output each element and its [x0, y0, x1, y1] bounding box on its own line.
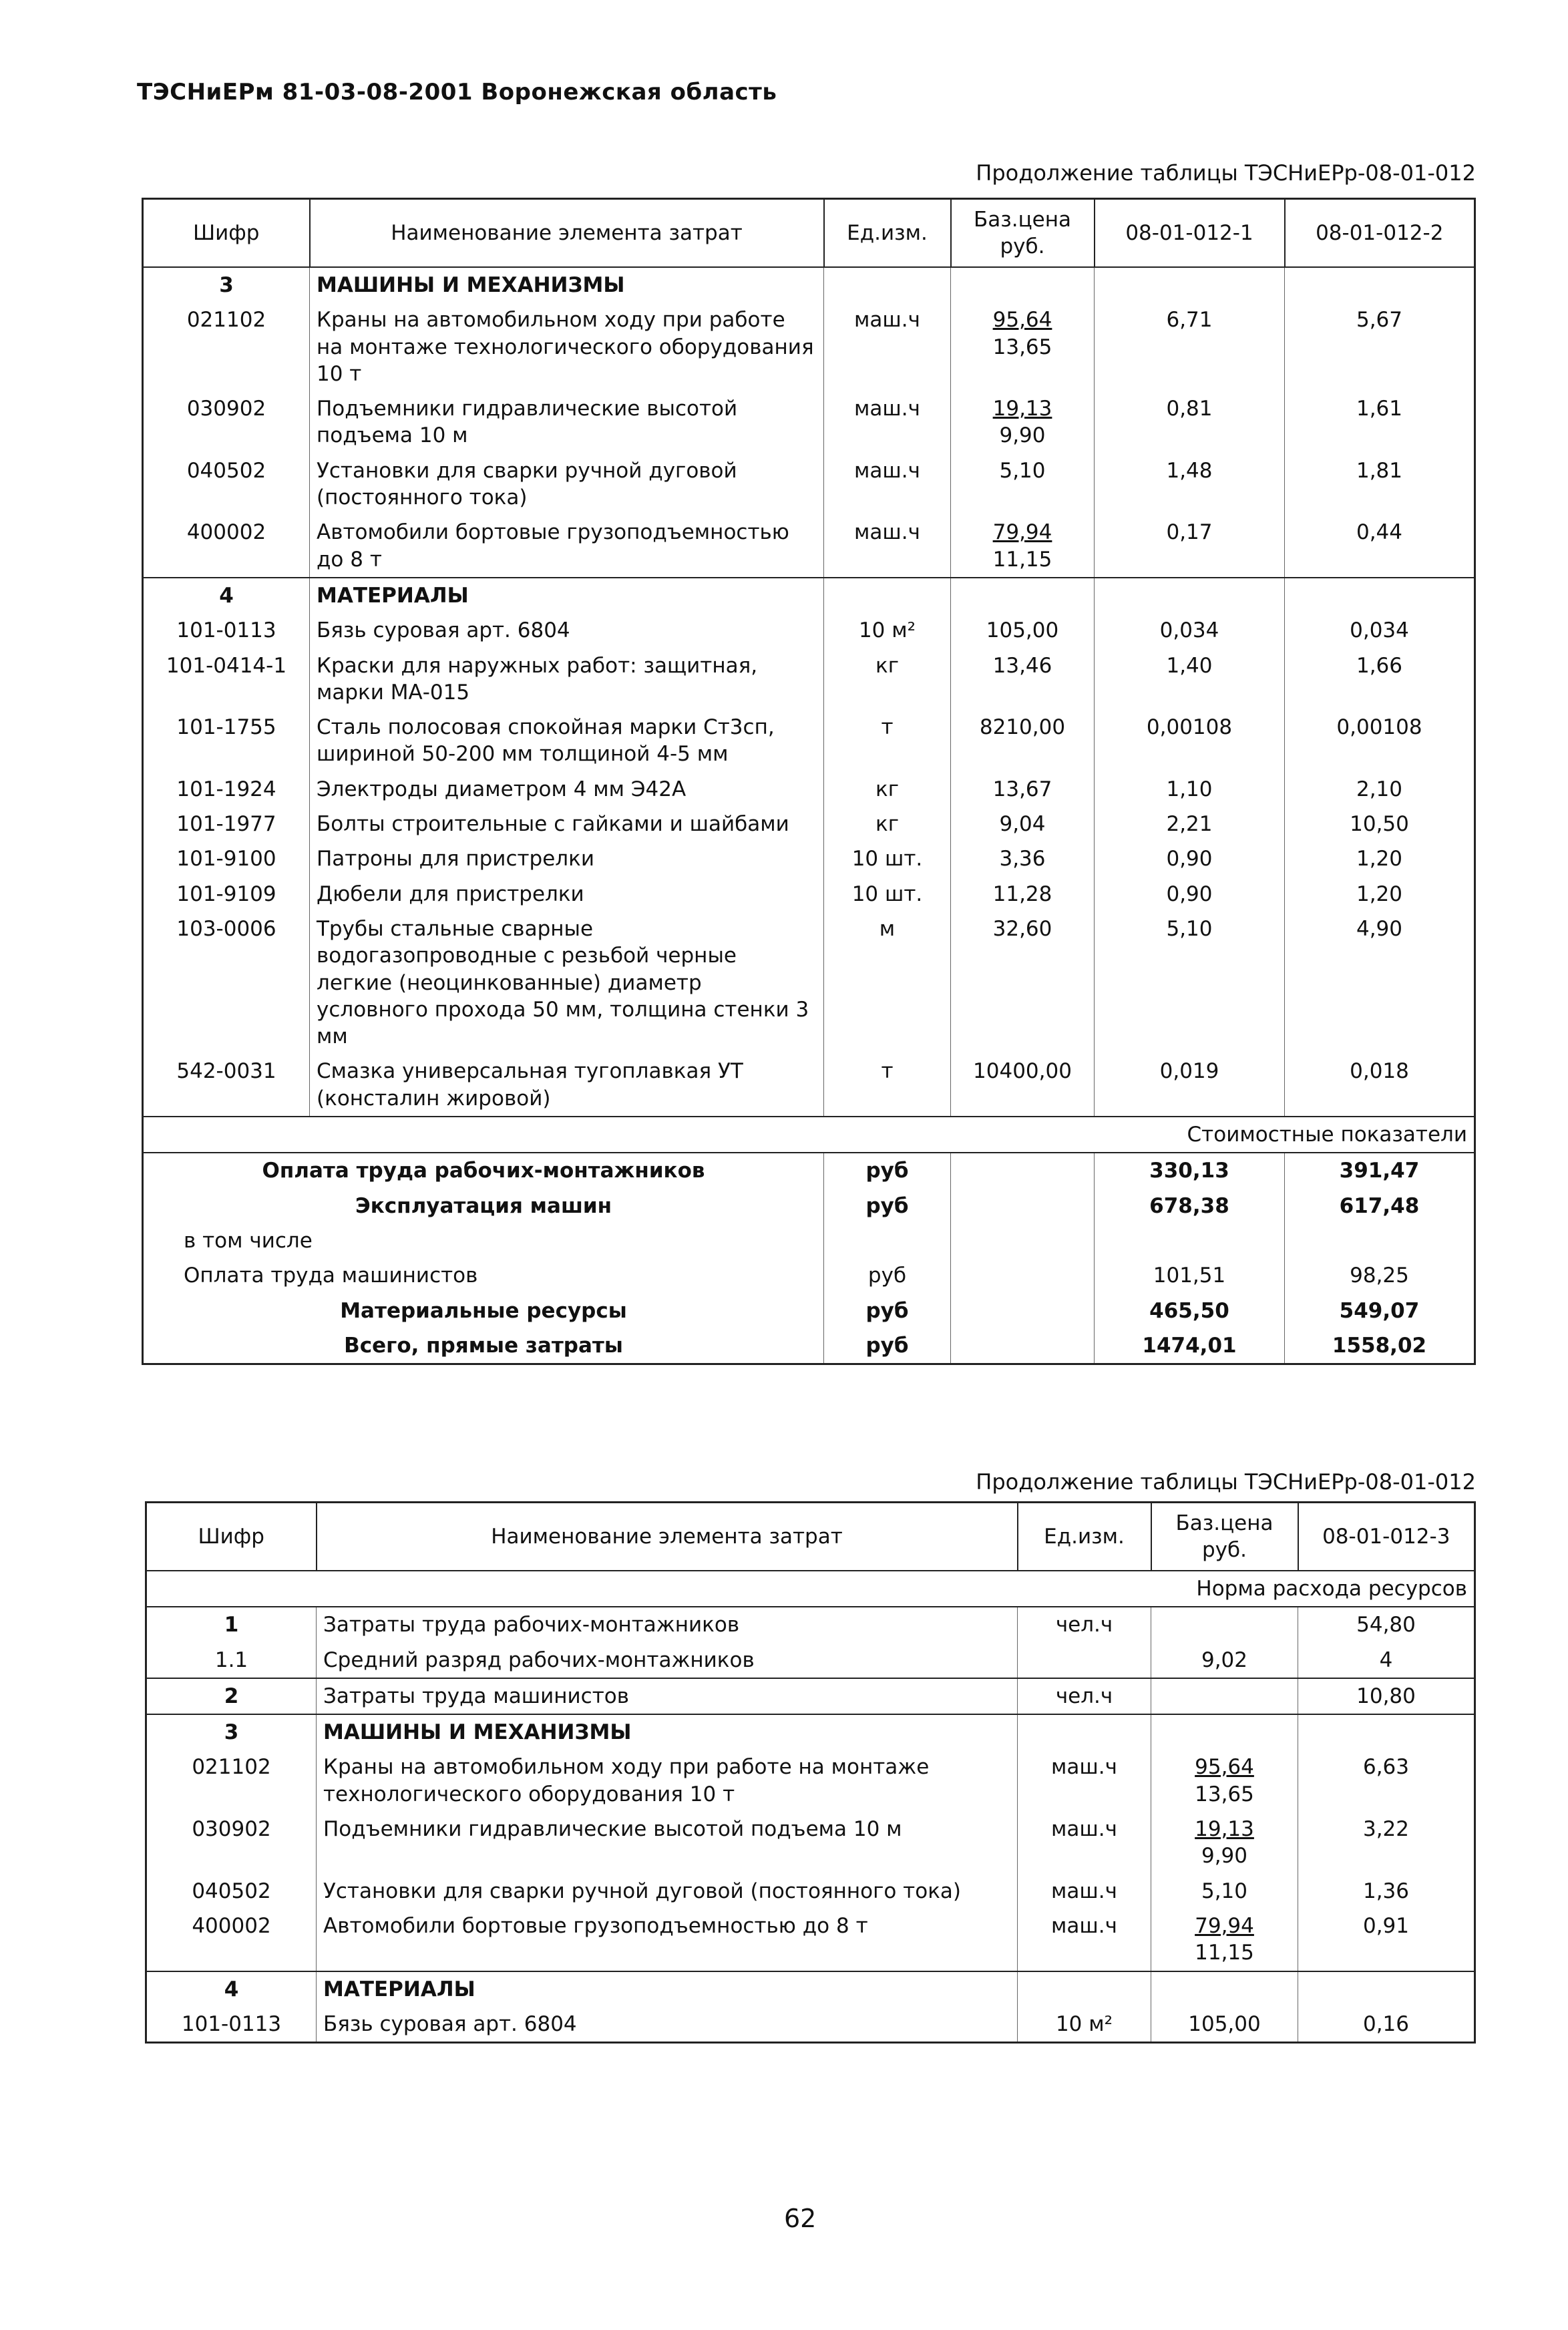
row-unit: чел.ч — [1018, 1607, 1151, 1642]
section-code: 4 — [146, 1971, 317, 2007]
row-unit: 10 м² — [824, 613, 951, 648]
summary-row — [143, 1328, 1475, 1364]
row-name: Краны на автомобильном ходу при работе на монтаже технологического оборудования 10 т — [310, 303, 824, 391]
row-value-1: 0,90 — [1095, 841, 1285, 876]
row-value: 6,63 — [1298, 1750, 1475, 1812]
col-header-name: Наименование элемента затрат — [310, 199, 824, 268]
table-row — [146, 1750, 1475, 1812]
row-price: 13,67 — [951, 772, 1095, 807]
row-code: 101-0113 — [181, 2011, 282, 2036]
row-value-1: 0,90 — [1095, 877, 1285, 912]
table1-section-materials — [143, 578, 1475, 613]
summary-value-2: 617,48 — [1285, 1189, 1475, 1223]
row-unit: кг — [824, 807, 951, 841]
summary-label: Материальные ресурсы — [340, 1298, 627, 1323]
table-row — [143, 912, 1475, 1054]
row-name: Установки для сварки ручной дуговой (постоянного тока) — [310, 453, 824, 516]
table-row — [143, 1054, 1475, 1117]
row-price: 11,28 — [951, 877, 1095, 912]
row-value-1: 0,81 — [1095, 391, 1285, 453]
row-price: 13,46 — [951, 648, 1095, 711]
summary-unit: руб — [824, 1258, 951, 1293]
row-value-2: 10,50 — [1285, 807, 1475, 841]
table2 — [145, 1501, 1476, 2044]
section-title: МАШИНЫ И МЕХАНИЗМЫ — [317, 1714, 1018, 1750]
col-header-code: Шифр — [143, 199, 310, 268]
row-value-1: 0,019 — [1095, 1054, 1285, 1117]
row-name: Бязь суровая арт. 6804 — [310, 613, 824, 648]
row-value-2: 0,018 — [1285, 1054, 1475, 1117]
row-name: Автомобили бортовые грузоподъемностью до 8 т — [310, 515, 824, 578]
row-price — [951, 303, 1095, 391]
table-row — [143, 453, 1475, 516]
row-unit: т — [824, 710, 951, 772]
row-unit: 10 м² — [1018, 2007, 1151, 2043]
row-code: 030902 — [192, 1817, 271, 1842]
table-row — [143, 613, 1475, 648]
row-price: 32,60 — [951, 912, 1095, 1054]
summary-value-1: 101,51 — [1095, 1258, 1285, 1293]
row-unit: маш.ч — [1018, 1874, 1151, 1909]
price-wage-value: 9,90 — [1201, 1844, 1248, 1869]
row-name: Краски для наружных работ: защитная, марки МА-015 — [310, 648, 824, 711]
col-header-unit: Ед.изм. — [1018, 1503, 1151, 1571]
row-value-1: 0,00108 — [1095, 710, 1285, 772]
row-unit: 10 шт. — [824, 841, 951, 876]
row-value-2: 0,44 — [1285, 515, 1475, 578]
table-row — [146, 1812, 1475, 1874]
cost-indicators-caption: Стоимостные показатели — [143, 1117, 1475, 1153]
row-code: 021102 — [186, 308, 266, 333]
col-header-rate-1: 08-01-012-1 — [1095, 199, 1285, 268]
row-name: Трубы стальные сварные водогазопроводные с резьбой черные легкие (неоцинкованные) диаметр условного прохода 50 мм, толщина стенки 3 мм — [310, 912, 824, 1054]
row-unit: маш.ч — [824, 303, 951, 391]
table-row — [143, 648, 1475, 711]
row-unit: 10 шт. — [824, 877, 951, 912]
price-wage-value: 11,15 — [1195, 1941, 1254, 1965]
summary-value-2: 1558,02 — [1285, 1328, 1475, 1364]
table-row — [143, 807, 1475, 841]
row-code: 542-0031 — [176, 1059, 276, 1084]
row-name: Электроды диаметром 4 мм Э42А — [310, 772, 824, 807]
summary-value-1: 1474,01 — [1095, 1328, 1285, 1364]
row-price: 105,00 — [951, 613, 1095, 648]
row-code: 101-1924 — [176, 777, 276, 801]
row-value: 4 — [1298, 1643, 1475, 1678]
row-price: 9,04 — [951, 807, 1095, 841]
row-value: 0,91 — [1298, 1909, 1475, 1971]
section-code: 3 — [143, 267, 310, 303]
row-unit — [1018, 1643, 1151, 1678]
row-unit: маш.ч — [824, 515, 951, 578]
row-code: 101-1755 — [176, 715, 276, 740]
row-name: Затраты труда машинистов — [317, 1678, 1018, 1714]
row-price: 3,36 — [951, 841, 1095, 876]
row-unit: маш.ч — [824, 391, 951, 453]
row-value-1: 1,48 — [1095, 453, 1285, 516]
row-price: 10400,00 — [951, 1054, 1095, 1117]
row-name: Установки для сварки ручной дуговой (постоянного тока) — [317, 1874, 1018, 1909]
row-value-1: 2,21 — [1095, 807, 1285, 841]
row-price — [1151, 1812, 1298, 1874]
row-name: Сталь полосовая спокойная марки Ст3сп, шириной 50-200 мм толщиной 4-5 мм — [310, 710, 824, 772]
price-value: 79,94 — [992, 520, 1052, 545]
row-value: 10,80 — [1298, 1678, 1475, 1714]
norm-caption-row — [146, 1571, 1475, 1607]
row-value-1: 1,10 — [1095, 772, 1285, 807]
table1-caption: Продолжение таблицы ТЭСНиЕРр-08-01-012 — [976, 160, 1476, 186]
summary-value-2: 391,47 — [1285, 1153, 1475, 1188]
row-price — [1151, 1909, 1298, 1971]
table-row — [143, 772, 1475, 807]
price-value: 95,64 — [1195, 1755, 1254, 1780]
row-value-2: 5,67 — [1285, 303, 1475, 391]
row-price — [951, 515, 1095, 578]
row-value-2: 4,90 — [1285, 912, 1475, 1054]
summary-label: Эксплуатация машин — [355, 1193, 612, 1218]
row-unit: маш.ч — [1018, 1750, 1151, 1812]
row-code: 101-0113 — [176, 618, 276, 643]
page-number: 62 — [784, 2204, 817, 2233]
row-code: 101-1977 — [176, 812, 276, 837]
table1-header-row — [143, 199, 1475, 268]
row-value: 0,16 — [1298, 2007, 1475, 2043]
col-header-name: Наименование элемента затрат — [317, 1503, 1018, 1571]
summary-value-1: 465,50 — [1095, 1294, 1285, 1328]
norm-caption: Норма расхода ресурсов — [146, 1571, 1475, 1607]
price-value: 19,13 — [1195, 1817, 1254, 1842]
table-row — [143, 303, 1475, 391]
row-code: 101-9100 — [176, 847, 276, 871]
col-header-unit: Ед.изм. — [824, 199, 951, 268]
summary-unit: руб — [824, 1294, 951, 1328]
row-name: Болты строительные с гайками и шайбами — [310, 807, 824, 841]
row-name: Патроны для пристрелки — [310, 841, 824, 876]
row-code: 040502 — [186, 458, 266, 483]
row-unit: м — [824, 912, 951, 1054]
row-price — [951, 453, 1095, 516]
price-value: 79,94 — [1195, 1913, 1254, 1938]
row-code: 040502 — [192, 1879, 271, 1903]
row-code: 103-0006 — [176, 916, 276, 941]
summary-value-2: 98,25 — [1285, 1258, 1475, 1293]
row-value-2: 2,10 — [1285, 772, 1475, 807]
table-row — [146, 2007, 1475, 2043]
table-row — [146, 1909, 1475, 1971]
col-header-code: Шифр — [146, 1503, 317, 1571]
col-header-rate-2: 08-01-012-2 — [1285, 199, 1475, 268]
summary-unit: руб — [824, 1189, 951, 1223]
row-price — [1151, 1750, 1298, 1812]
table-row — [143, 877, 1475, 912]
row-value: 3,22 — [1298, 1812, 1475, 1874]
summary-label: Всего, прямые затраты — [344, 1333, 623, 1358]
summary-label: Оплата труда машинистов — [184, 1264, 478, 1288]
summary-value-2: 549,07 — [1285, 1294, 1475, 1328]
section-title: МАТЕРИАЛЫ — [317, 1971, 1018, 2007]
row-price: 105,00 — [1151, 2007, 1298, 2043]
row-value-2: 1,61 — [1285, 391, 1475, 453]
row-unit: кг — [824, 648, 951, 711]
row-unit: маш.ч — [1018, 1909, 1151, 1971]
row-price — [1151, 1678, 1298, 1714]
table-row — [143, 391, 1475, 453]
document-header: ТЭСНиЕРм 81-03-08-2001 Воронежская область — [137, 79, 777, 106]
price-wage-value: 13,65 — [1195, 1782, 1254, 1806]
table2-section-materials — [146, 1971, 1475, 2007]
table-row — [146, 1643, 1475, 1678]
row-code: 101-0414-1 — [166, 653, 287, 678]
summary-unit: руб — [824, 1328, 951, 1364]
row-value-2: 1,81 — [1285, 453, 1475, 516]
col-header-price: Баз.цена руб. — [951, 199, 1095, 268]
row-value-2: 1,20 — [1285, 841, 1475, 876]
row-unit: маш.ч — [1018, 1812, 1151, 1874]
table-row — [143, 841, 1475, 876]
row-name: Средний разряд рабочих-монтажников — [317, 1643, 1018, 1678]
summary-row — [143, 1153, 1475, 1188]
row-unit: чел.ч — [1018, 1678, 1151, 1714]
row-unit: кг — [824, 772, 951, 807]
row-unit: маш.ч — [824, 453, 951, 516]
table-row — [146, 1607, 1475, 1642]
row-value: 1,36 — [1298, 1874, 1475, 1909]
col-header-rate-3: 08-01-012-3 — [1298, 1503, 1475, 1571]
row-price — [1151, 1607, 1298, 1642]
row-value: 54,80 — [1298, 1607, 1475, 1642]
row-code: 400002 — [192, 1913, 271, 1938]
table-row — [143, 710, 1475, 772]
table-row — [146, 1874, 1475, 1909]
row-code: 030902 — [186, 397, 266, 421]
table1-section-machines — [143, 267, 1475, 303]
summary-row — [143, 1189, 1475, 1223]
price-wage-value: 11,15 — [992, 547, 1052, 572]
row-code: 1 — [224, 1613, 239, 1637]
price-value: 19,13 — [992, 397, 1052, 421]
summary-label: Оплата труда рабочих-монтажников — [262, 1159, 705, 1183]
summary-unit: руб — [824, 1153, 951, 1188]
summary-row — [143, 1294, 1475, 1328]
section-title: МАТЕРИАЛЫ — [310, 578, 824, 613]
row-code: 1.1 — [214, 1647, 248, 1672]
row-name: Подъемники гидравлические высотой подъема 10 м — [317, 1812, 1018, 1874]
row-name: Дюбели для пристрелки — [310, 877, 824, 912]
table-row — [143, 515, 1475, 578]
row-name: Смазка универсальная тугоплавкая УТ (консталин жировой) — [310, 1054, 824, 1117]
row-unit: т — [824, 1054, 951, 1117]
price-value: 95,64 — [992, 308, 1052, 333]
row-name: Краны на автомобильном ходу при работе на монтаже технологического оборудования 10 т — [317, 1750, 1018, 1812]
row-price — [951, 391, 1095, 453]
row-value-1: 0,17 — [1095, 515, 1285, 578]
row-value-1: 0,034 — [1095, 613, 1285, 648]
section-code: 4 — [143, 578, 310, 613]
table1 — [142, 198, 1476, 1365]
price-value: 5,10 — [1201, 1879, 1248, 1903]
row-name: Затраты труда рабочих-монтажников — [317, 1607, 1018, 1642]
row-value-1: 6,71 — [1095, 303, 1285, 391]
summary-row — [143, 1258, 1475, 1293]
row-name: Бязь суровая арт. 6804 — [317, 2007, 1018, 2043]
row-price: 8210,00 — [951, 710, 1095, 772]
row-code: 2 — [146, 1678, 317, 1714]
summary-value-1: 330,13 — [1095, 1153, 1285, 1188]
price-wage-value: 13,65 — [992, 335, 1052, 359]
row-value-1: 5,10 — [1095, 912, 1285, 1054]
row-value-2: 1,20 — [1285, 877, 1475, 912]
table2-section-machines — [146, 1714, 1475, 1750]
row-code: 101-9109 — [176, 882, 276, 906]
price-value: 5,10 — [999, 458, 1046, 483]
row-value-2: 1,66 — [1285, 648, 1475, 711]
row-code: 021102 — [192, 1755, 271, 1780]
row-name: Автомобили бортовые грузоподъемностью до 8 т — [317, 1909, 1018, 1971]
row-value-1: 1,40 — [1095, 648, 1285, 711]
col-header-price: Баз.цена руб. — [1151, 1503, 1298, 1571]
row-code: 400002 — [186, 520, 266, 545]
table2-caption: Продолжение таблицы ТЭСНиЕРр-08-01-012 — [976, 1469, 1476, 1495]
summary-value-1: 678,38 — [1095, 1189, 1285, 1223]
row-price — [1151, 1874, 1298, 1909]
row-price: 9,02 — [1151, 1643, 1298, 1678]
table2-header-row — [146, 1503, 1475, 1571]
section-title: МАШИНЫ И МЕХАНИЗМЫ — [310, 267, 824, 303]
cost-indicators-row — [143, 1117, 1475, 1153]
table-row — [146, 1678, 1475, 1714]
section-code: 3 — [146, 1714, 317, 1750]
price-wage-value: 9,90 — [999, 423, 1046, 448]
row-value-2: 0,034 — [1285, 613, 1475, 648]
summary-label: в том числе — [184, 1228, 313, 1253]
summary-row — [143, 1223, 1475, 1258]
row-name: Подъемники гидравлические высотой подъема 10 м — [310, 391, 824, 453]
row-value-2: 0,00108 — [1285, 710, 1475, 772]
